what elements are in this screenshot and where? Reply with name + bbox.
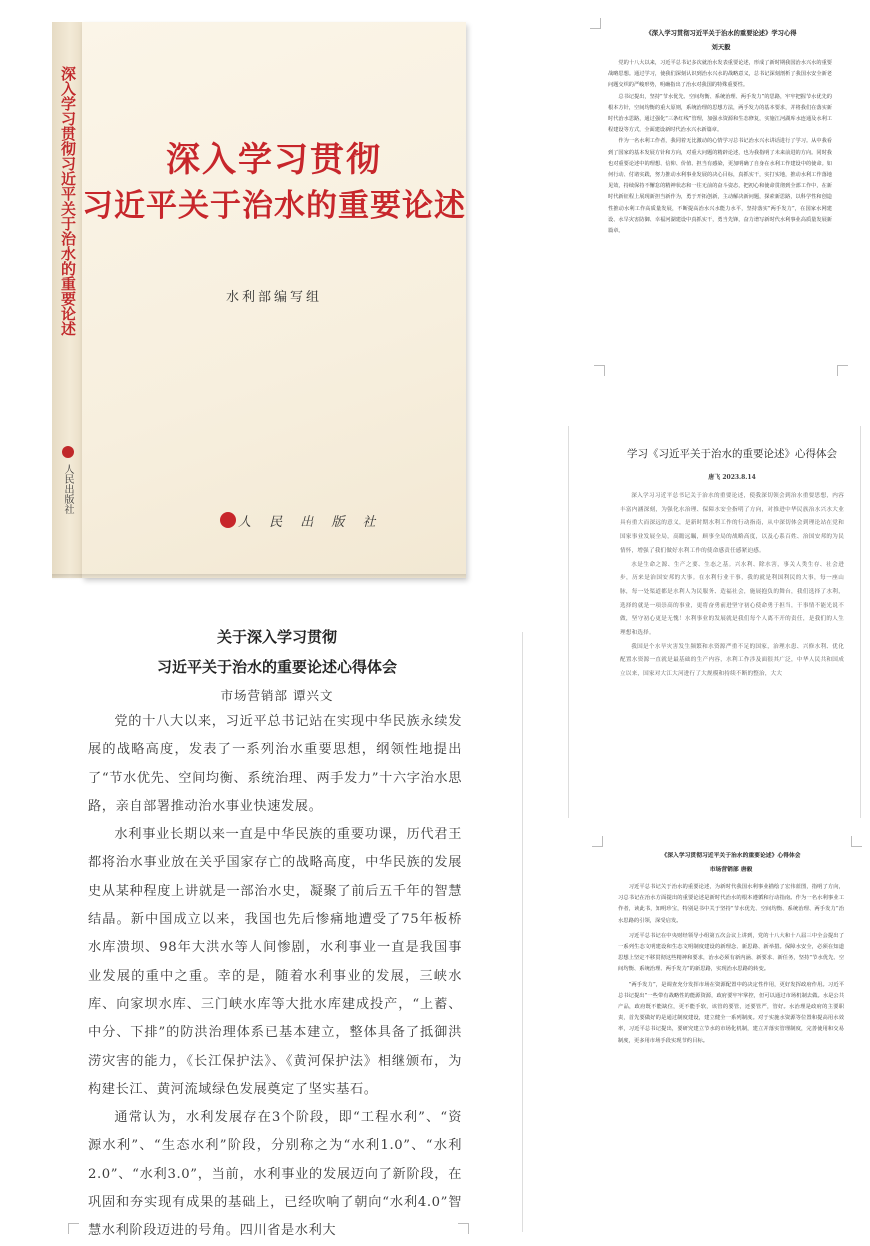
page-corner-mark [594,365,605,376]
paragraph: 水利事业长期以来一直是中华民族的重要功课，历代君王都将治水事业放在关乎国家存亡的战略高度，中华民族的发展史从某种程度上讲就是一部治水史，凝聚了前后五千年的智慧结晶。新中国成立以来，我国也先后惨痛地遭受了75年板桥水库溃坝、98年大洪水等人间惨剧，水利事业一直是我国事业发展的重中之重。幸的是，随着水利事业的发展，三峡水库、向家坝水库、三门峡水库等大批水库建成投产，“上蓄、中分、下排”的防洪治理体系已基本建立，整体具备了抵御洪涝灾害的能力，《长江保护法》、《黄河保护法》相继颁布，为构建长江、黄河流域绿色发展奠定了坚实基石。 [88,827,462,1097]
paragraph: 习近平总书记在中央财经领导小组第五次会议上讲到，党的十八大和十八届三中全会提出了一系列生态文明建设和生态文明制度建设的新理念、新思路、新举措。保障水安全，必须在知道思想上坚定不移贯彻这些精神和要求，治水必须有新内涵、新要求、新任务，坚持“节水优先、空间均衡、系统治理、两手发力”的新思路，实现治水思路的转变。 [618,932,844,973]
document-page-c [602,842,860,1232]
spine-title: 深入学习贯彻习近平关于治水的重要论述 [59,66,77,336]
paragraph: 作为一名水利工作者，我同着无比激动的心情学习总书记治水兴水讲话进行了学习。从中我看到了国家的基本发展方针和方向，对重大问题的精辟论述，也为我指明了未来前进的方向。同时我也对重要论述中的理想、信仰、价值、担当有感染，更加明确了自身在水利工作建设中的使命。如何行动、付诸实践，努力推动水利事业发展的决心目标，真抓实干，实打实地，推动水利工作落地见效，持续保持不懈怠的精神状态和一往无前的奋斗姿态，把初心和使命贯彻到全部工作中，在新时代新征程上展现新担当新作为，勇于开拓创新，主动解决新问题，探索新思路，以科学性和创造性推动水利工作高质量发展，不断提高治水兴水能力水平，坚持落实“两手发力”，在国家水网建设、水旱灾害防御、幸福河湖建设中真抓实干，勇当先锋，奋力谱写新时代水利事业高质量发展新篇章。 [608,138,832,235]
doc-body [608,58,832,237]
page-edge [568,426,569,818]
document-page-b [604,426,860,818]
doc-title: 《深入学习贯彻习近平关于治水的重要论述》学习心得 [645,30,797,37]
doc-title-line2: 习近平关于治水的重要论述心得体会 [156,658,397,676]
paragraph: 党的十八大以来，习近平总书记多次就治水发表重要论述，形成了新时期我国治水兴水的重要战略思想。通过学习，使我们深刻认识到治水兴水的战略意义，总书记深刻剖析了我国水安全新老问题交织的严峻形势，明确指出了治水对我国的特殊重要性。 [608,60,832,89]
paragraph: “两手发力”，是调查充分发挥市场在资源配置中的决定性作用，更好发挥政府作用。习近平总书记提出“一些带有战略性的能源资源，政府要牢牢掌控，但可以通过市场机制去做。水是公共产品，政府既不能缺位，更不能手软，该管的要管，还要管严，管好。水治理是政府的主要职责，首先要做好的是通过制度建设，建立健全一系列制度。对于实施水资源等位置和提高用水效率，习近平总书记提出，要研究建立节水的市场化机制，建立并落实管理制度，完善使用和交易制度，更多用市场手段实现节约目标。 [618,981,844,1044]
book-spine [52,22,83,578]
paragraph: 我国是个水旱灾害发生频繁和水资源严重不足的国家，治理水患、兴修水利、优化配置水资源一直就是最基础的生产内容，水利工作涉及面很其广泛，中华人民共和国成立以来，国家对大江大河进行了大规模和持续不断的整治，大大 [620,643,844,678]
spine-publisher: 人民出版社 [62,464,73,514]
cover-title-line2: 习近平关于治水的重要论述 [82,188,466,224]
doc-body [620,490,844,682]
paragraph: 总书记提出，坚持“节水优先、空间均衡、系统治理、两手发力”的思路，牢牢把握节水优先的根本方针，空间均衡的重大原则，系统治理的思想方法，两手发力的基本要求，并将我们在落实新时代治水思路，通过强化“三条红线”管理，加强水资源和生态修复，实施江河湖库水连通及水利工程建设等方式，全面建设新时代治水兴水新篇章。 [608,93,832,134]
document-page-a [596,24,846,374]
doc-title: 《深入学习贯彻习近平关于治水的重要论述》心得体会 [661,853,801,859]
paragraph: 党的十八大以来，习近平总书记站在实现中华民族永续发展的战略高度，发表了一系列治水重要思想，纲领性地提出了“节水优先、空间均衡、系统治理、两手发力”十六字治水思路，亲自部署推动治水事业快速发展。 [88,714,462,814]
doc-author: 刘天毅 [711,44,731,51]
page-edge [522,632,523,1232]
book-cover [52,22,466,578]
doc-body [88,708,462,1246]
page-corner-mark [851,836,862,847]
document-page-main [52,612,528,1239]
doc-title-line1: 关于深入学习贯彻 [216,628,337,646]
doc-author: 唐飞 2023.8.14 [708,474,756,481]
cover-shadow [52,574,466,580]
paragraph: 通常认为，水利发展存在3个阶段，即“工程水利”、“资源水利”、“生态水利”阶段，分别称之为“水利1.0”、“水利2.0”、“水利3.0”，当前，水利事业的发展迈向了新阶段，在巩固和夯实现有成果的基础上，已经吹响了朝向“水利4.0”智慧水利阶段迈进的号角。四川省是水利大 [88,1110,462,1239]
page-corner-mark [837,365,848,376]
doc-title: 学习《习近平关于治水的重要论述》心得体会 [627,448,837,460]
publisher-logo-icon [220,512,236,528]
doc-author: 市场营销部 谭兴文 [220,688,334,703]
page-corner-mark [68,1223,79,1234]
cover-title-line1: 深入学习贯彻 [166,140,382,180]
page-edge [860,426,861,818]
publisher-logo-icon [62,446,74,458]
cover-publisher: 人 民 出 版 社 [238,515,383,530]
doc-author: 市场营销部 唐毅 [709,867,753,873]
paragraph: 深入学习习近平总书记关于治水的重要论述，使我深切领会到治水重要思想，内容丰富内涵深刻，为强化水治理、保障水安全指明了方向，对推进中华民族治水兴水大业具有重大而深远的意义，是新时期水利工作的行动指南，从中深切体会到理论站在党和国家事业发展全局，高瞻远瞩，顾事全局的战略高度，以及心系百姓、治国安邦的为民情怀，增强了我们做好水利工作的使命感责任感紧迫感。 [620,493,844,554]
page-corner-mark [592,836,603,847]
page-corner-mark [590,18,601,29]
paragraph: 水是生命之源、生产之要、生态之基。兴水利、除水害，事关人类生存、社会进步，历来是治国安邦的大事。在水利行业干事，我的就是利国利民的大事，每一座山脉，每一处渠道都是水利人为民服务、造福社会，施展抱负的舞台，我们选择了水利，选择的就是一项崇高的事业，更将奋勇前进坚守初心使命勇于担当，干事情不能光说不做，坚守初心更是无愧！水利事业的发展就是我们每个人离不开的责任，是我们的人生理想和选择。 [620,561,844,637]
cover-author: 水利部编写组 [225,290,322,305]
doc-body [618,882,844,1051]
paragraph: 习近平总书记关于治水的重要论述，为新时代我国水利事业描绘了宏伟蓝图，指明了方向，习总书记在治水方面提出的重要论述是新时代治水的根本遵循和行动指南。作为一名水利事业工作者，读此书，知明珍宝，特别是书中关于坚持“节水优先、空间均衡、系统治理、两手发力”治水思路的引领，深受启发。 [618,884,844,924]
